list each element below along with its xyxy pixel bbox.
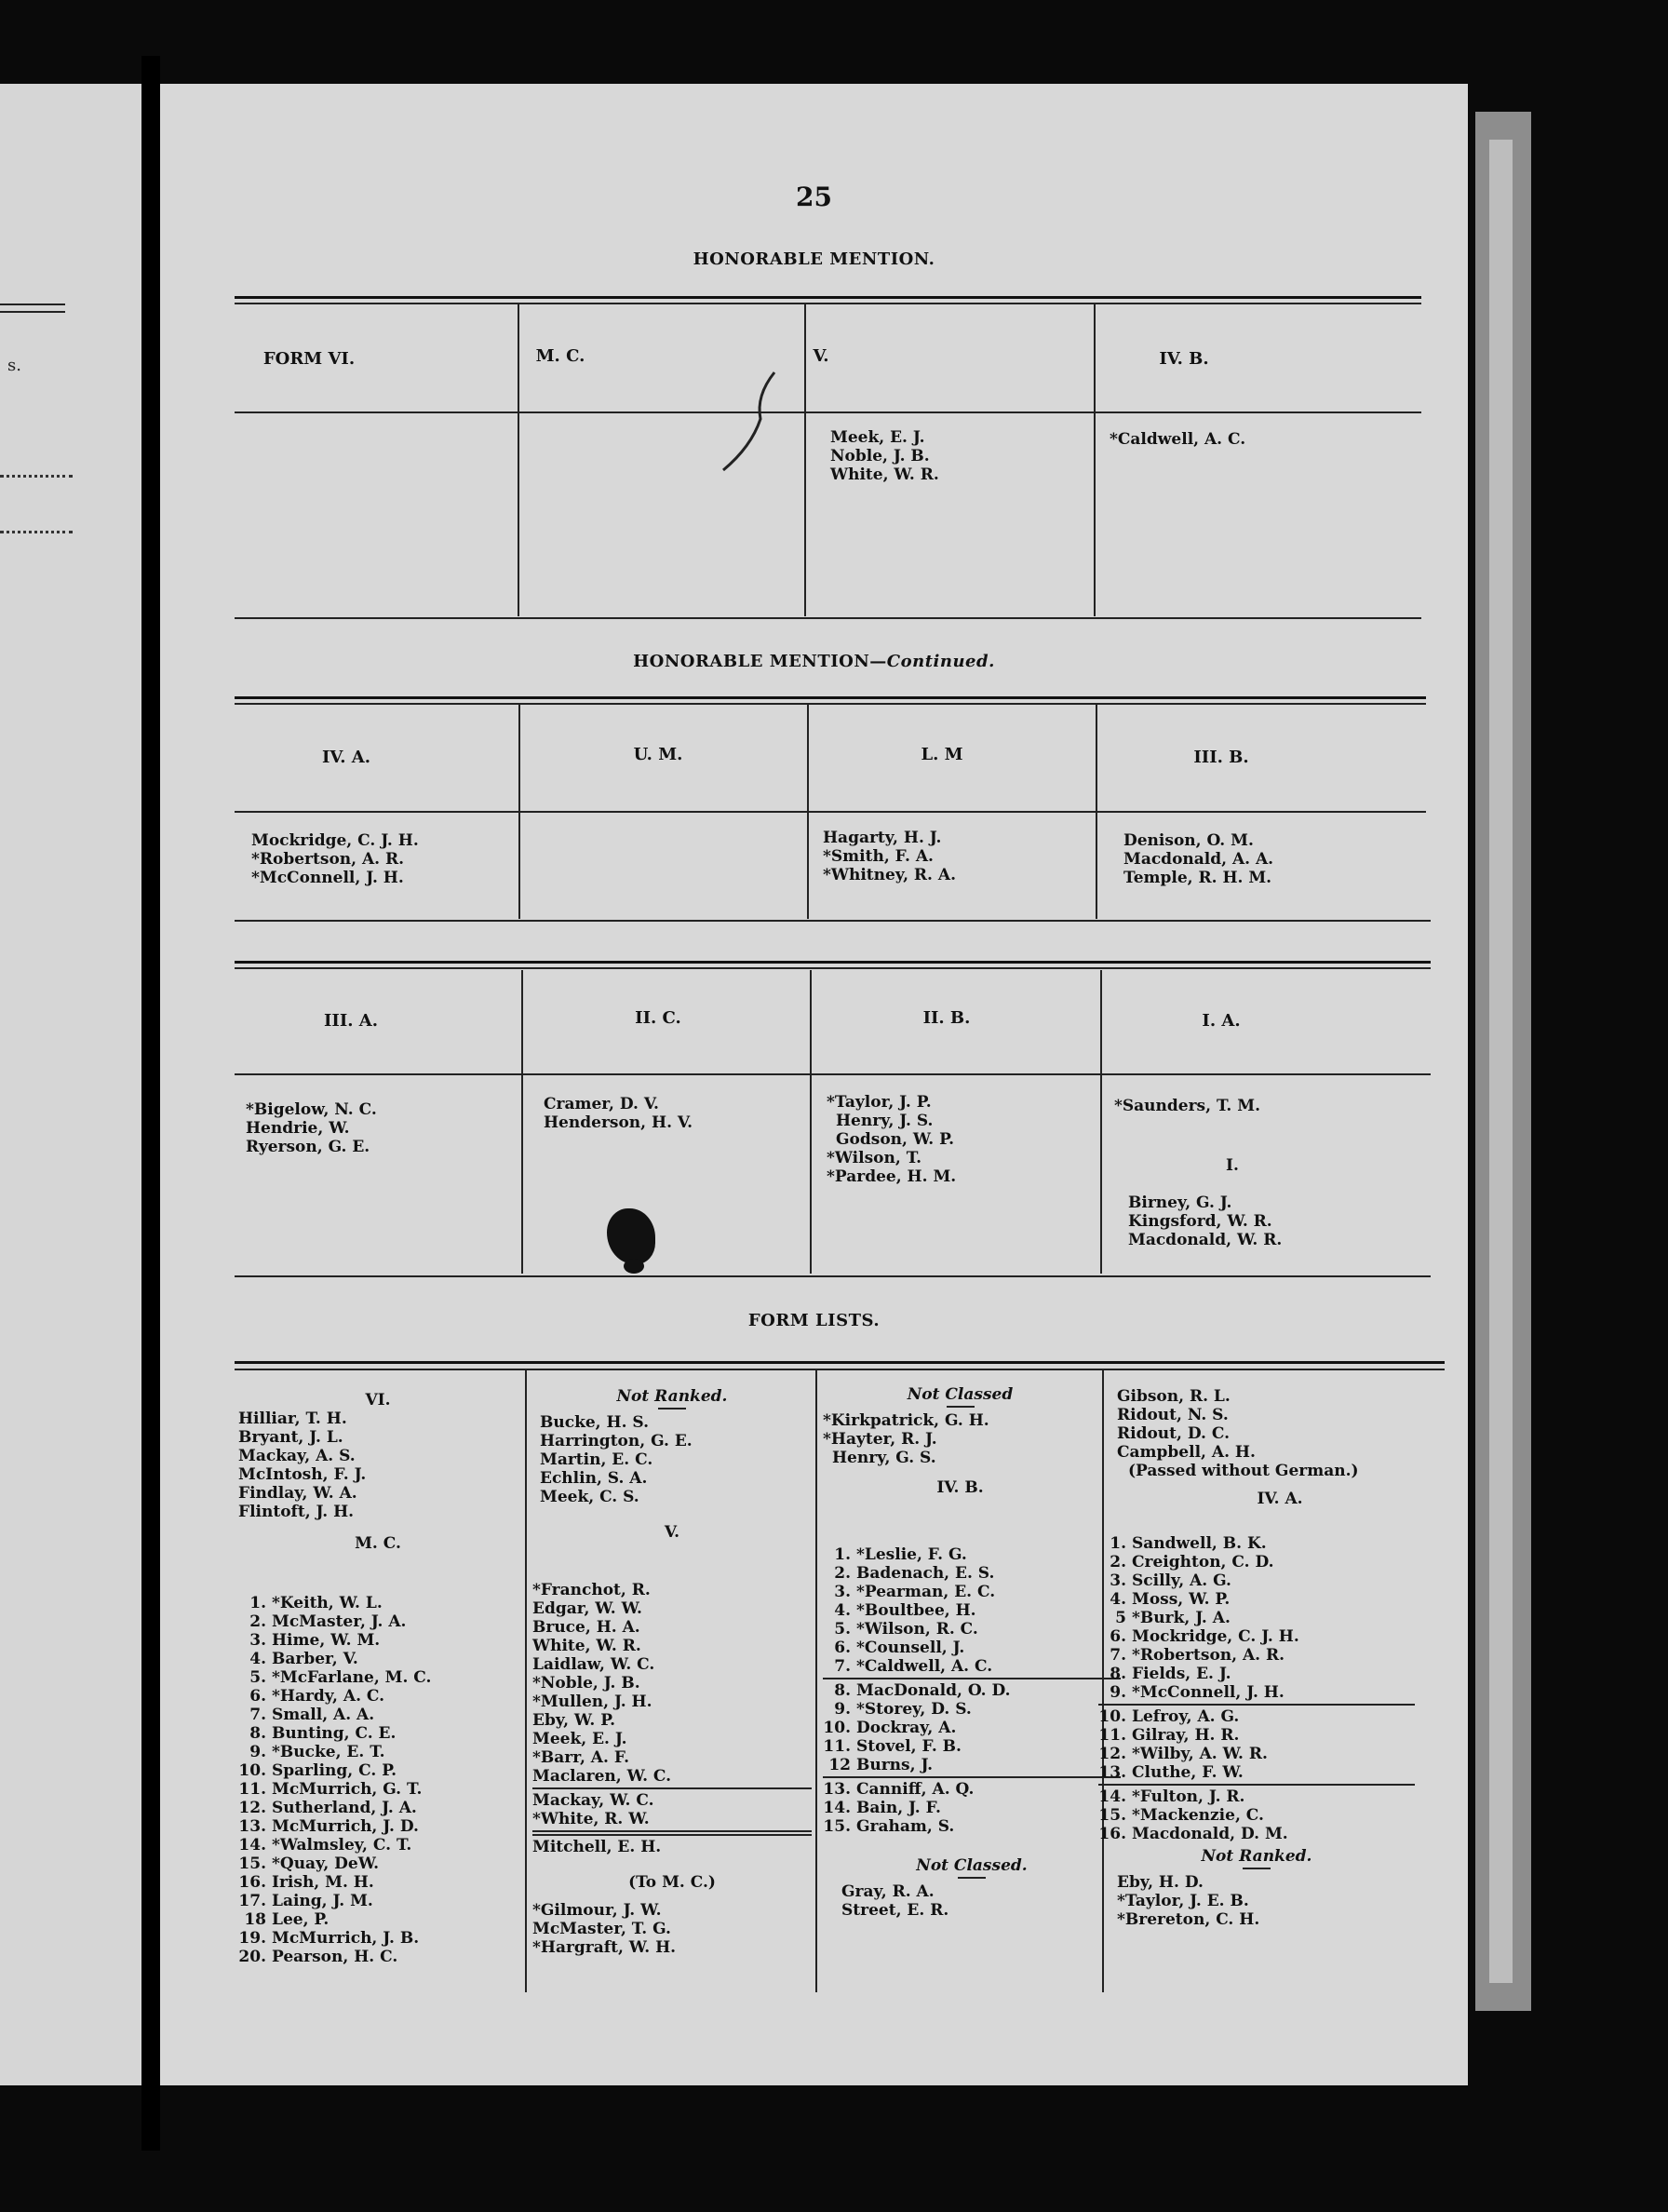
rank-number: 9.	[834, 1700, 851, 1719]
ranked-item	[823, 1780, 1121, 1799]
form-list-v	[532, 1581, 812, 1957]
rank-number: 14.	[238, 1836, 266, 1855]
rank-name: *Leslie, F. G.	[856, 1545, 967, 1564]
ink-blot	[624, 1259, 644, 1274]
hm2-header-lm: L. M	[921, 745, 963, 764]
rank-number: 2.	[249, 1612, 266, 1631]
ranked-item	[823, 1601, 1121, 1620]
ranked-item	[238, 1799, 431, 1817]
rank-name: *Mackenzie, C.	[1132, 1806, 1264, 1825]
list-item: Gibson, R. L.	[1117, 1387, 1231, 1406]
rank-number: 1.	[834, 1545, 851, 1564]
ranked-item	[823, 1756, 1121, 1774]
rank-number: 14.	[823, 1799, 851, 1817]
list-item: Birney, G. J.	[1128, 1194, 1232, 1212]
rank-number: 15.	[238, 1855, 266, 1873]
rank-number: 8.	[1110, 1665, 1126, 1683]
ranked-item	[1098, 1763, 1415, 1782]
divider	[532, 1787, 812, 1789]
ranked-item	[1098, 1627, 1415, 1646]
rank-number: 6.	[249, 1687, 266, 1706]
rank-number: 15.	[823, 1817, 851, 1836]
rank-number: 5.	[249, 1668, 266, 1687]
divider	[1098, 1704, 1415, 1706]
form-list-vi	[238, 1391, 518, 1560]
list-item: Bruce, H. A.	[532, 1618, 640, 1637]
list-item: Mackay, A. S.	[238, 1447, 356, 1465]
ranked-item	[1098, 1825, 1415, 1843]
ranked-item	[238, 1687, 431, 1706]
ranked-item	[823, 1700, 1121, 1719]
ranked-item	[1098, 1646, 1415, 1665]
rank-number: 8.	[834, 1681, 851, 1700]
list-item: *Barr, A. F.	[532, 1748, 630, 1767]
list-item: Edgar, W. W.	[532, 1599, 642, 1618]
hm-list-v	[830, 428, 939, 484]
rank-name: *Bucke, E. T.	[272, 1743, 385, 1761]
rank-number: 11.	[238, 1780, 266, 1799]
list-item: Martin, E. C.	[540, 1450, 653, 1469]
ranked-item	[1098, 1609, 1415, 1627]
rank-number: 20.	[238, 1948, 266, 1966]
form-list-ivb	[823, 1545, 1121, 1920]
rank-name: Mockridge, C. J. H.	[1132, 1627, 1299, 1646]
hm2-list-lm	[823, 829, 956, 884]
list-item: Bucke, H. S.	[540, 1413, 649, 1432]
rank-name: Bunting, C. E.	[272, 1724, 397, 1743]
hm2-header-iva: IV. A.	[321, 748, 370, 767]
ranked-item	[238, 1706, 431, 1724]
page-gutter	[141, 56, 160, 2151]
list-item: White, W. R.	[532, 1637, 641, 1655]
honorable-mention-continued-title	[160, 652, 1468, 671]
ranked-item	[238, 1817, 431, 1836]
form-list-iva	[1098, 1534, 1415, 1929]
rank-number: 17.	[238, 1892, 266, 1910]
rank-number: 1.	[249, 1594, 266, 1612]
rank-number: 18	[244, 1910, 266, 1929]
rank-number: 10.	[823, 1719, 851, 1737]
list-item: Meek, C. S.	[540, 1488, 639, 1506]
rank-name: Canniff, A. Q.	[856, 1780, 975, 1799]
rank-number: 10.	[238, 1761, 266, 1780]
form-list-not-ranked	[532, 1387, 812, 1549]
list-item: Ridout, D. C.	[1117, 1424, 1230, 1443]
list-item: *White, R. W.	[532, 1810, 650, 1828]
form-lists-title: FORM LISTS.	[747, 1311, 881, 1330]
ranked-item	[823, 1639, 1121, 1657]
rank-number: 13.	[238, 1817, 266, 1836]
ranked-item	[1098, 1683, 1415, 1702]
rank-number: 9.	[249, 1743, 266, 1761]
page-number: 25	[796, 182, 832, 212]
list-item: *Robertson, A. R.	[251, 850, 405, 869]
rank-name: McMurrich, G. T.	[272, 1780, 423, 1799]
list-item: *Noble, J. B.	[532, 1674, 640, 1693]
hm3-header-iiia: III. A.	[323, 1011, 379, 1031]
list-heading: Not Classed.	[916, 1856, 1028, 1875]
list-item: *Mullen, J. H.	[532, 1693, 652, 1711]
list-item: *Pardee, H. M.	[827, 1167, 957, 1186]
rank-number: 16.	[1098, 1825, 1126, 1843]
rank-number: 10.	[1098, 1707, 1126, 1726]
rank-name: McMaster, J. A.	[272, 1612, 407, 1631]
ranked-item	[238, 1929, 431, 1948]
list-item: Macdonald, W. R.	[1128, 1231, 1283, 1249]
list-item: Ridout, N. S.	[1117, 1406, 1229, 1424]
hm2-list-iiib	[1123, 831, 1273, 887]
list-item: *Taylor, J. E. B.	[1117, 1892, 1249, 1910]
ranked-item	[823, 1620, 1121, 1639]
hm3-list-ia	[1114, 1097, 1260, 1115]
list-item: Gray, R. A.	[841, 1882, 935, 1901]
rank-name: *Hardy, A. C.	[272, 1687, 385, 1706]
ranked-item	[238, 1855, 431, 1873]
heading-text: HONORABLE MENTION—	[633, 652, 887, 671]
rank-name: Barber, V.	[272, 1650, 358, 1668]
rank-name: Macdonald, D. M.	[1132, 1825, 1288, 1843]
rank-number: 1.	[1110, 1534, 1126, 1553]
hm3-list-iib	[827, 1093, 956, 1186]
hm-header-mc: M. C.	[535, 346, 585, 366]
ranked-item	[238, 1948, 431, 1966]
rank-name: Hime, W. M.	[272, 1631, 381, 1650]
list-item: Mackay, W. C.	[532, 1791, 654, 1810]
hm-header-form-vi: FORM VI.	[262, 349, 356, 369]
list-item: *Taylor, J. P.	[827, 1093, 932, 1112]
list-item: Flintoft, J. H.	[238, 1503, 355, 1521]
rank-name: MacDonald, O. D.	[856, 1681, 1011, 1700]
rank-name: Dockray, A.	[856, 1719, 957, 1737]
ranked-item	[1098, 1806, 1415, 1825]
rank-number: 5.	[834, 1620, 851, 1639]
ranked-item	[1098, 1787, 1415, 1806]
list-item: Laidlaw, W. C.	[532, 1655, 655, 1674]
ranked-item	[238, 1594, 431, 1612]
hm2-header-um: U. M.	[633, 745, 683, 764]
hm-list-ivb	[1110, 430, 1245, 449]
ranked-item	[238, 1761, 431, 1780]
list-item: Eby, W. P.	[532, 1711, 616, 1730]
note: (Passed without German.)	[1128, 1462, 1359, 1480]
divider	[823, 1776, 1121, 1778]
rank-number: 12	[828, 1756, 851, 1774]
ranked-item	[238, 1743, 431, 1761]
list-item: McMaster, T. G.	[532, 1920, 671, 1938]
rank-name: Sutherland, J. A.	[272, 1799, 417, 1817]
rank-name: *Boultbee, H.	[856, 1601, 976, 1620]
list-heading: Not Classed	[907, 1385, 1014, 1404]
ranked-item	[1098, 1553, 1415, 1571]
hm3-ia-sub-head: I.	[1226, 1156, 1239, 1175]
rank-name: Scilly, A. G.	[1132, 1571, 1231, 1590]
book-spine-edge	[1489, 140, 1513, 1983]
rank-name: *Wilson, R. C.	[856, 1620, 978, 1639]
rank-number: 6.	[834, 1639, 851, 1657]
list-item: Godson, W. P.	[836, 1130, 955, 1149]
form-list-not-classed	[823, 1385, 1097, 1512]
rank-name: *McConnell, J. H.	[1132, 1683, 1285, 1702]
ink-blot	[607, 1208, 655, 1264]
list-item: *Bigelow, N. C.	[246, 1100, 377, 1119]
list-item: Denison, O. M.	[1123, 831, 1254, 850]
rank-number: 9.	[1110, 1683, 1126, 1702]
rank-name: Bain, J. F.	[856, 1799, 941, 1817]
list-heading: IV. B.	[936, 1478, 984, 1497]
ranked-item	[238, 1892, 431, 1910]
list-heading: Not Ranked.	[616, 1387, 728, 1406]
hm2-list-iva	[251, 831, 419, 887]
rank-number: 3.	[1110, 1571, 1126, 1590]
ranked-item	[238, 1873, 431, 1892]
list-item: Cramer, D. V.	[544, 1095, 659, 1113]
rank-number: 4.	[834, 1601, 851, 1620]
rank-number: 5	[1115, 1609, 1126, 1627]
document-page	[160, 84, 1468, 2085]
rank-number: 11.	[1098, 1726, 1126, 1745]
rank-number: 2.	[1110, 1553, 1126, 1571]
ranked-item	[1098, 1726, 1415, 1745]
hm3-header-ia: I. A.	[1202, 1011, 1241, 1031]
rank-name: *Caldwell, A. C.	[856, 1657, 993, 1676]
rank-name: *Robertson, A. R.	[1132, 1646, 1285, 1665]
list-item: Campbell, A. H.	[1117, 1443, 1256, 1462]
ranked-item	[238, 1612, 431, 1631]
list-item: *Brereton, C. H.	[1117, 1910, 1260, 1929]
list-item: *Caldwell, A. C.	[1110, 430, 1246, 449]
rank-number: 14.	[1098, 1787, 1126, 1806]
list-heading: Not Ranked.	[1201, 1847, 1312, 1866]
rank-name: McMurrich, J. B.	[272, 1929, 420, 1948]
hm3-header-iic: II. C.	[635, 1008, 681, 1028]
hm3-list-ia-sub	[1128, 1194, 1282, 1249]
list-item: *Hayter, R. J.	[823, 1430, 937, 1449]
ranked-item	[238, 1724, 431, 1743]
rank-name: *McFarlane, M. C.	[272, 1668, 432, 1687]
list-item: Meek, E. J.	[532, 1730, 627, 1748]
list-item: Echlin, S. A.	[540, 1469, 648, 1488]
rank-name: Moss, W. P.	[1132, 1590, 1231, 1609]
list-item: Macdonald, A. A.	[1123, 850, 1274, 869]
list-item: Henry, J. S.	[836, 1112, 934, 1130]
hm3-list-iic	[544, 1095, 693, 1132]
rank-number: 7.	[249, 1706, 266, 1724]
rank-name: Sparling, C. P.	[272, 1761, 397, 1780]
rank-name: Fields, E. J.	[1132, 1665, 1231, 1683]
ranked-item	[823, 1799, 1121, 1817]
rank-number: 12.	[1098, 1745, 1126, 1763]
ranked-item	[238, 1910, 431, 1929]
rank-name: *Keith, W. L.	[272, 1594, 383, 1612]
list-item: Kingsford, W. R.	[1128, 1212, 1272, 1231]
list-item: *Kirkpatrick, G. H.	[823, 1411, 989, 1430]
list-item: Henderson, H. V.	[544, 1113, 693, 1132]
list-item: Bryant, J. L.	[238, 1428, 343, 1447]
left-page-fragment	[0, 84, 141, 2085]
divider	[1098, 1784, 1415, 1786]
list-item: Henry, G. S.	[832, 1449, 936, 1467]
list-heading: M. C.	[355, 1534, 401, 1553]
list-item: *Franchot, R.	[532, 1581, 651, 1599]
list-item: Street, E. R.	[841, 1901, 949, 1920]
rank-number: 11.	[823, 1737, 851, 1756]
ranked-item	[823, 1817, 1121, 1836]
rank-number: 4.	[1110, 1590, 1126, 1609]
pen-scratch	[719, 368, 784, 479]
rank-name: Irish, M. H.	[272, 1873, 374, 1892]
rank-number: 13.	[823, 1780, 851, 1799]
rank-number: 7.	[1110, 1646, 1126, 1665]
honorable-mention-title: HONORABLE MENTION.	[693, 250, 935, 269]
list-item: McIntosh, F. J.	[238, 1465, 367, 1484]
hm3-header-iib: II. B.	[922, 1008, 971, 1028]
list-item: Findlay, W. A.	[238, 1484, 357, 1503]
rank-number: 3.	[834, 1583, 851, 1601]
rank-name: Stovel, F. B.	[856, 1737, 962, 1756]
hm3-list-iiia	[246, 1100, 377, 1156]
list-heading: V.	[664, 1523, 680, 1542]
form-list-mc-ranked	[238, 1594, 431, 1966]
ranked-item	[823, 1545, 1121, 1564]
rank-name: Pearson, H. C.	[272, 1948, 398, 1966]
list-item: *Smith, F. A.	[823, 847, 934, 866]
rank-number: 7.	[834, 1657, 851, 1676]
ranked-item	[823, 1583, 1121, 1601]
rank-number: 16.	[238, 1873, 266, 1892]
divider	[532, 1830, 812, 1832]
form-list-col4	[1117, 1387, 1443, 1516]
ranked-item	[823, 1657, 1121, 1676]
rank-name: Lee, P.	[272, 1910, 330, 1929]
rank-name: Cluthe, F. W.	[1132, 1763, 1244, 1782]
rank-name: *Fulton, J. R.	[1132, 1787, 1245, 1806]
heading-continued: Continued.	[886, 652, 995, 671]
divider	[823, 1678, 1121, 1679]
ranked-item	[238, 1780, 431, 1799]
ranked-item	[238, 1650, 431, 1668]
list-item: *Hargraft, W. H.	[532, 1938, 677, 1957]
list-item: Hagarty, H. J.	[823, 829, 942, 847]
list-item: Ryerson, G. E.	[246, 1138, 370, 1156]
hm2-header-iiib: III. B.	[1193, 748, 1249, 767]
rank-number: 8.	[249, 1724, 266, 1743]
rank-name: Gilray, H. R.	[1132, 1726, 1240, 1745]
list-heading: IV. A.	[1257, 1490, 1303, 1508]
ranked-item	[1098, 1745, 1415, 1763]
rank-name: Graham, S.	[856, 1817, 955, 1836]
rank-name: Laing, J. M.	[272, 1892, 373, 1910]
ranked-item	[823, 1564, 1121, 1583]
ranked-item	[1098, 1665, 1415, 1683]
ranked-item	[823, 1719, 1121, 1737]
rank-name: Burns, J.	[856, 1756, 934, 1774]
list-item: Mockridge, C. J. H.	[251, 831, 419, 850]
list-item: *Wilson, T.	[827, 1149, 922, 1167]
rank-name: Badenach, E. S.	[856, 1564, 995, 1583]
list-item: Hendrie, W.	[246, 1119, 350, 1138]
list-item: White, W. R.	[830, 465, 939, 484]
rank-name: Lefroy, A. G.	[1132, 1707, 1240, 1726]
rank-name: *Pearman, E. C.	[856, 1583, 996, 1601]
ranked-item	[1098, 1571, 1415, 1590]
hm-header-v: V.	[813, 346, 829, 366]
list-item: Meek, E. J.	[830, 428, 925, 447]
rank-name: Sandwell, B. K.	[1132, 1534, 1267, 1553]
rank-number: 2.	[834, 1564, 851, 1583]
list-heading: VI.	[365, 1391, 391, 1409]
list-item: *Gilmour, J. W.	[532, 1901, 662, 1920]
list-heading: (To M. C.)	[628, 1873, 716, 1892]
list-item: *McConnell, J. H.	[251, 869, 404, 887]
list-item: Harrington, G. E.	[540, 1432, 693, 1450]
rank-name: *Burk, J. A.	[1132, 1609, 1231, 1627]
rank-name: *Wilby, A. W. R.	[1132, 1745, 1268, 1763]
list-item: Mitchell, E. H.	[532, 1838, 662, 1856]
list-item: *Whitney, R. A.	[823, 866, 956, 884]
ranked-item	[238, 1668, 431, 1687]
list-item: Maclaren, W. C.	[532, 1767, 672, 1786]
rank-name: McMurrich, J. D.	[272, 1817, 419, 1836]
rank-number: 3.	[249, 1631, 266, 1650]
ranked-item	[1098, 1707, 1415, 1726]
rank-name: *Counsell, J.	[856, 1639, 965, 1657]
list-item: *Saunders, T. M.	[1114, 1097, 1261, 1115]
list-item: Temple, R. H. M.	[1123, 869, 1272, 887]
hm-header-ivb: IV. B.	[1159, 349, 1209, 369]
list-item: Eby, H. D.	[1117, 1873, 1204, 1892]
ranked-item	[238, 1631, 431, 1650]
rank-name: *Walmsley, C. T.	[272, 1836, 412, 1855]
rank-number: 6.	[1110, 1627, 1126, 1646]
ranked-item	[1098, 1590, 1415, 1609]
ranked-item	[823, 1681, 1121, 1700]
rank-number: 15.	[1098, 1806, 1126, 1825]
left-page-text: s.	[7, 356, 21, 375]
list-item: Noble, J. B.	[830, 447, 930, 465]
ranked-item	[823, 1737, 1121, 1756]
rank-name: *Storey, D. S.	[856, 1700, 972, 1719]
rank-number: 13.	[1098, 1763, 1126, 1782]
rank-name: Creighton, C. D.	[1132, 1553, 1274, 1571]
rank-number: 4.	[249, 1650, 266, 1668]
rank-number: 12.	[238, 1799, 266, 1817]
divider	[532, 1834, 812, 1836]
rank-name: *Quay, DeW.	[272, 1855, 380, 1873]
ranked-item	[1098, 1534, 1415, 1553]
list-item: Hilliar, T. H.	[238, 1409, 347, 1428]
rank-number: 19.	[238, 1929, 266, 1948]
rank-name: Small, A. A.	[272, 1706, 375, 1724]
ranked-item	[238, 1836, 431, 1855]
